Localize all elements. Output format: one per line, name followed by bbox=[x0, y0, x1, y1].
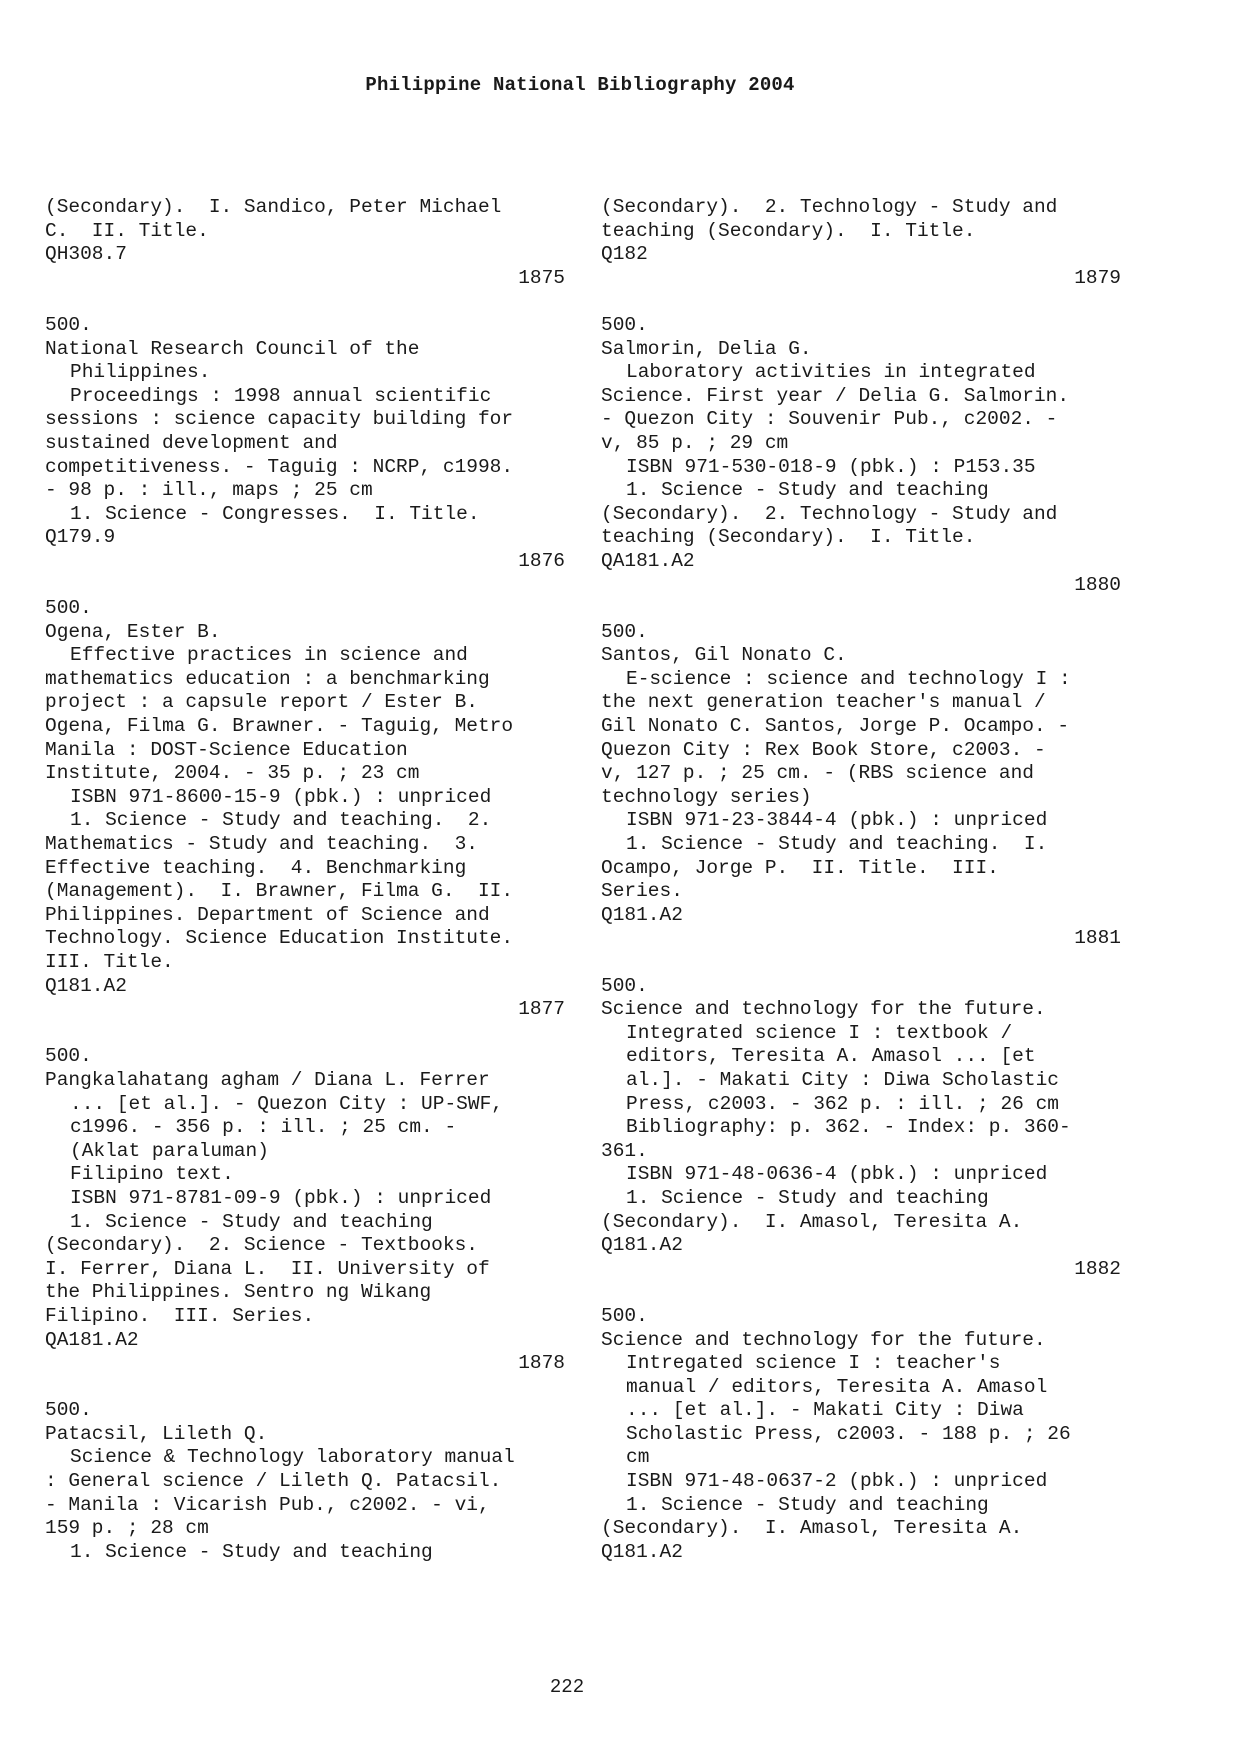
entry-line: 500. bbox=[45, 597, 92, 620]
entry-line: Effective practices in science and bbox=[70, 644, 468, 667]
entry-line: Q181.A2 bbox=[601, 903, 683, 926]
entry-line: Science and technology for the future. bbox=[601, 1328, 1046, 1351]
entry-line: (Secondary). 2. Technology - Study and bbox=[601, 196, 1058, 218]
entry-line: Laboratory activities in integrated bbox=[626, 361, 1036, 384]
entry-line: cm bbox=[626, 1446, 650, 1469]
page-number: 222 bbox=[549, 1676, 585, 1698]
entry-line: Salmorin, Delia G. bbox=[601, 337, 812, 360]
entry-line: QA181.A2 bbox=[601, 549, 695, 572]
entry-line: (Secondary). I. Amasol, Teresita A. bbox=[601, 1210, 1023, 1233]
entry-line: c1996. - 356 p. : ill. ; 25 cm. - bbox=[70, 1116, 457, 1139]
entry-line: (Secondary). I. Sandico, Peter Michael bbox=[45, 196, 502, 218]
bibliography-entry bbox=[601, 314, 1121, 621]
entry-line: National Research Council of the bbox=[45, 337, 420, 360]
entry-line: ... [et al.]. - Quezon City : UP-SWF, bbox=[70, 1092, 503, 1115]
entry-line: mathematics education : a benchmarking bbox=[45, 667, 490, 690]
entry-line: Technology. Science Education Institute. bbox=[45, 927, 514, 950]
entry-line: - Quezon City : Souvenir Pub., c2002. - bbox=[601, 408, 1058, 431]
bibliography-entry bbox=[601, 975, 1121, 1305]
entry-line: Ogena, Ester B. bbox=[45, 620, 221, 643]
entry-line: Ogena, Filma G. Brawner. - Taguig, Metro bbox=[45, 715, 514, 738]
entry-spacer bbox=[45, 1376, 565, 1400]
entry-line: 500. bbox=[601, 974, 648, 997]
entry-line: E-science : science and technology I : bbox=[626, 667, 1071, 690]
entry-line: Series. bbox=[601, 880, 683, 903]
entry-line: al.]. - Makati City : Diwa Scholastic bbox=[626, 1068, 1059, 1091]
entry-line: v, 85 p. ; 29 cm bbox=[601, 431, 789, 454]
entry-line: Integrated science I : textbook / bbox=[626, 1021, 1013, 1044]
bibliography-entry bbox=[601, 621, 1121, 975]
entry-number: 1875 bbox=[518, 266, 565, 289]
entry-line: 1. Science - Study and teaching bbox=[70, 1540, 433, 1563]
entry-line: ISBN 971-8600-15-9 (pbk.) : unpriced bbox=[70, 785, 492, 808]
entry-line: ISBN 971-23-3844-4 (pbk.) : unpriced bbox=[626, 809, 1048, 832]
entry-line: ... [et al.]. - Makati City : Diwa bbox=[626, 1399, 1024, 1422]
entry-spacer bbox=[601, 951, 1121, 975]
entry-line: Science. First year / Delia G. Salmorin. bbox=[601, 384, 1070, 407]
entry-line: technology series) bbox=[601, 785, 812, 808]
entry-line: sustained development and bbox=[45, 431, 338, 454]
entry-line: QA181.A2 bbox=[45, 1328, 139, 1351]
entry-line: Quezon City : Rex Book Store, c2003. - bbox=[601, 738, 1046, 761]
entry-line: 500. bbox=[601, 620, 648, 643]
entry-line: Intregated science I : teacher's bbox=[626, 1352, 1001, 1375]
entry-spacer bbox=[601, 290, 1121, 314]
entry-line: Ocampo, Jorge P. II. Title. III. bbox=[601, 856, 999, 879]
entry-line: Press, c2003. - 362 p. : ill. ; 26 cm bbox=[626, 1092, 1059, 1115]
entry-line: : General science / Lileth Q. Patacsil. bbox=[45, 1470, 502, 1493]
entry-spacer bbox=[601, 1281, 1121, 1305]
entry-line: editors, Teresita A. Amasol ... [et bbox=[626, 1045, 1036, 1068]
entry-line: 1. Science - Study and teaching bbox=[626, 479, 989, 502]
entry-line: ISBN 971-530-018-9 (pbk.) : P153.35 bbox=[626, 455, 1036, 478]
entry-number: 1882 bbox=[1074, 1257, 1121, 1280]
entry-number: 1876 bbox=[518, 549, 565, 572]
entry-line: Q181.A2 bbox=[601, 1540, 683, 1563]
entry-spacer bbox=[45, 574, 565, 598]
bibliography-entry bbox=[45, 1045, 565, 1399]
entry-line: teaching (Secondary). I. Title. bbox=[601, 526, 976, 549]
entry-line: Mathematics - Study and teaching. 3. bbox=[45, 833, 478, 856]
entry-number: 1878 bbox=[518, 1352, 565, 1375]
entry-number: 1881 bbox=[1074, 927, 1121, 950]
entry-line: manual / editors, Teresita A. Amasol bbox=[626, 1375, 1048, 1398]
entry-line: the Philippines. Sentro ng Wikang bbox=[45, 1281, 432, 1304]
entry-line: 500. bbox=[601, 313, 648, 336]
entry-line: teaching (Secondary). I. Title. bbox=[601, 219, 976, 242]
entry-line: Q181.A2 bbox=[601, 1234, 683, 1257]
entry-line: 361. bbox=[601, 1139, 648, 1162]
entry-spacer bbox=[45, 290, 565, 314]
entry-line: I. Ferrer, Diana L. II. University of bbox=[45, 1257, 490, 1280]
entry-line: 1. Science - Congresses. I. Title. bbox=[70, 502, 480, 525]
entry-line: Q179.9 bbox=[45, 526, 116, 549]
bibliography-entry bbox=[601, 1305, 1121, 1565]
entry-line: Gil Nonato C. Santos, Jorge P. Ocampo. - bbox=[601, 715, 1070, 738]
entry-line: 500. bbox=[45, 313, 92, 336]
entry-line: Science & Technology laboratory manual bbox=[70, 1446, 515, 1469]
entry-line: 1. Science - Study and teaching. I. bbox=[626, 833, 1048, 856]
entry-line: Manila : DOST-Science Education bbox=[45, 738, 408, 761]
entry-line: QH308.7 bbox=[45, 243, 127, 266]
entry-line: ISBN 971-8781-09-9 (pbk.) : unpriced bbox=[70, 1186, 492, 1209]
entry-line: Effective teaching. 4. Benchmarking bbox=[45, 856, 467, 879]
entry-line: Filipino text. bbox=[70, 1163, 234, 1186]
entry-line: 500. bbox=[45, 1045, 92, 1068]
entry-line: Patacsil, Lileth Q. bbox=[45, 1422, 268, 1445]
entry-line: 1. Science - Study and teaching. 2. bbox=[70, 809, 492, 832]
entry-line: Bibliography: p. 362. - Index: p. 360- bbox=[626, 1116, 1071, 1139]
bibliography-entry bbox=[45, 196, 565, 314]
entry-line: (Secondary). I. Amasol, Teresita A. bbox=[601, 1517, 1023, 1540]
entry-line: (Secondary). 2. Science - Textbooks. bbox=[45, 1234, 478, 1257]
entry-line: 1. Science - Study and teaching bbox=[626, 1186, 989, 1209]
entry-line: Q182 bbox=[601, 243, 648, 266]
entry-spacer bbox=[45, 1022, 565, 1046]
bibliography-entry bbox=[45, 1399, 565, 1564]
entry-line: - 98 p. : ill., maps ; 25 cm bbox=[45, 479, 373, 502]
entry-line: Santos, Gil Nonato C. bbox=[601, 644, 847, 667]
entry-number: 1880 bbox=[1074, 573, 1121, 596]
entry-line: 500. bbox=[45, 1399, 92, 1422]
entry-line: 1. Science - Study and teaching bbox=[626, 1493, 989, 1516]
entry-line: Scholastic Press, c2003. - 188 p. ; 26 bbox=[626, 1422, 1071, 1445]
entry-line: Q181.A2 bbox=[45, 974, 127, 997]
entry-line: Philippines. bbox=[70, 361, 211, 384]
entry-line: ISBN 971-48-0636-4 (pbk.) : unpriced bbox=[626, 1163, 1048, 1186]
entry-line: Science and technology for the future. bbox=[601, 998, 1046, 1021]
page-header: Philippine National Bibliography 2004 bbox=[365, 74, 795, 96]
left-column bbox=[45, 196, 565, 1564]
entry-line: Filipino. III. Series. bbox=[45, 1304, 315, 1327]
entry-line: competitiveness. - Taguig : NCRP, c1998. bbox=[45, 455, 514, 478]
bibliography-entry bbox=[45, 314, 565, 597]
entry-line: the next generation teacher's manual / bbox=[601, 691, 1046, 714]
entry-line: C. II. Title. bbox=[45, 219, 209, 242]
bibliography-entry bbox=[601, 196, 1121, 314]
entry-line: (Aklat paraluman) bbox=[70, 1139, 269, 1162]
entry-line: - Manila : Vicarish Pub., c2002. - vi, bbox=[45, 1493, 490, 1516]
bibliography-entry bbox=[45, 597, 565, 1045]
entry-line: ISBN 971-48-0637-2 (pbk.) : unpriced bbox=[626, 1470, 1048, 1493]
entry-line: III. Title. bbox=[45, 951, 174, 973]
entry-number: 1877 bbox=[518, 998, 565, 1021]
entry-line: 159 p. ; 28 cm bbox=[45, 1517, 209, 1540]
entry-line: sessions : science capacity building for bbox=[45, 408, 514, 431]
entry-line: 500. bbox=[601, 1304, 648, 1327]
entry-line: Philippines. Department of Science and bbox=[45, 903, 490, 926]
entry-spacer bbox=[601, 597, 1121, 621]
entry-line: Institute, 2004. - 35 p. ; 23 cm bbox=[45, 762, 420, 785]
entry-line: project : a capsule report / Ester B. bbox=[45, 691, 478, 714]
entry-line: (Management). I. Brawner, Filma G. II. bbox=[45, 880, 514, 903]
entry-number: 1879 bbox=[1074, 266, 1121, 289]
entry-line: (Secondary). 2. Technology - Study and bbox=[601, 502, 1058, 525]
entry-line: Pangkalahatang agham / Diana L. Ferrer bbox=[45, 1068, 490, 1091]
right-column bbox=[601, 196, 1121, 1564]
entry-line: Proceedings : 1998 annual scientific bbox=[70, 384, 492, 407]
entry-line: v, 127 p. ; 25 cm. - (RBS science and bbox=[601, 762, 1034, 785]
entry-line: 1. Science - Study and teaching bbox=[70, 1210, 433, 1233]
